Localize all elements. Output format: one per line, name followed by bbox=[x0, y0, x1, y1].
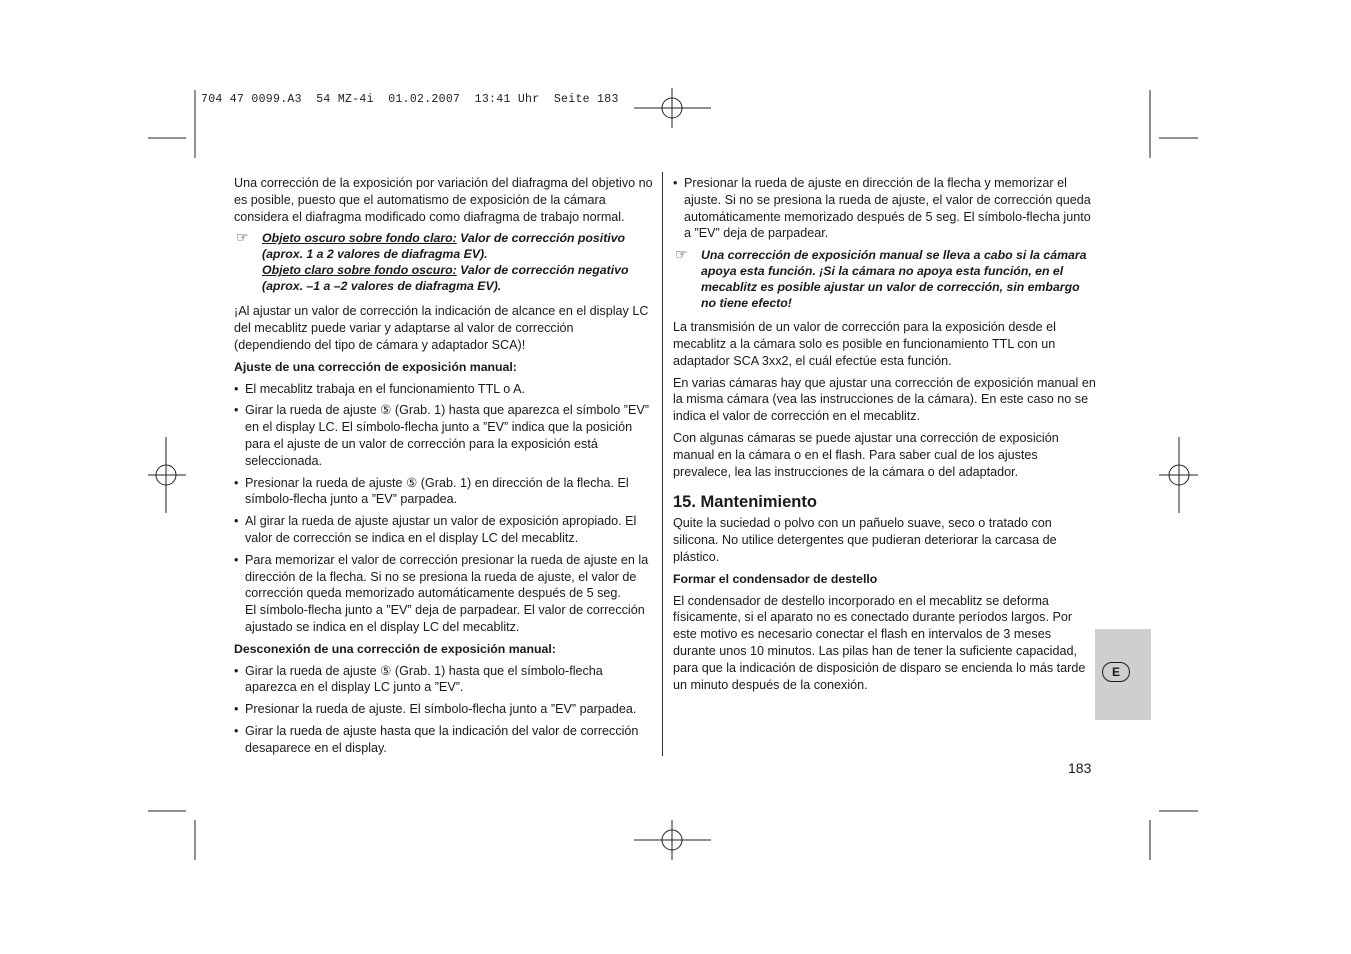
list-item: • El mecablitz trabaja en el funcionamiento TTL o A. bbox=[234, 381, 654, 398]
list-item-text: El símbolo-flecha junto a ”EV” deja de parpadear. El valor de corrección ajustado se indica en el display LC del mecablitz. bbox=[245, 603, 645, 634]
language-badge: E bbox=[1102, 662, 1130, 682]
note-text: Valor de corrección positivo (aprox. 1 a 2 valores de diafragma EV). bbox=[262, 231, 626, 262]
left-column bbox=[234, 175, 654, 762]
paragraph: Una corrección de la exposición por variación del diafragma del objetivo no es posible, puesto que el automatismo de exposición de la cámara considera el diafragma modificado como diafragma de trabajo normal. bbox=[234, 176, 653, 224]
paragraph: ¡Al ajustar un valor de corrección la indicación de alcance en el display LC del mecablitz puede variar y adaptarse al valor de corrección (dependiendo del tipo de cámara y adaptador SCA)! bbox=[234, 304, 649, 352]
pointing-hand-icon: ☞ bbox=[675, 246, 688, 263]
note-text: Una corrección de exposición manual se lleva a cabo si la cámara apoya esta función. ¡Si la cámara no apoya esta función, en el mecablitz es posible ajustar un valor de corrección, sin embargo no tiene efecto! bbox=[701, 248, 1087, 311]
list-item: • Presionar la rueda de ajuste. El símbolo-flecha junto a ”EV” parpadea. bbox=[234, 701, 654, 718]
note-block bbox=[673, 247, 1097, 311]
list-item: • Girar la rueda de ajuste hasta que la indicación del valor de corrección desaparece en el display. bbox=[234, 723, 654, 757]
list-item: • Girar la rueda de ajuste ⑤ (Grab. 1) hasta que aparezca el símbolo ”EV” en el display LC. El símbolo-flecha junto a ”EV” indica que la posición para el ajuste de un valor de corrección para la exposición está seleccionada. bbox=[234, 402, 654, 469]
list-item: • Presionar la rueda de ajuste en dirección de la flecha y memorizar el ajuste. Si no se presiona la rueda de ajuste, el valor de corrección queda automáticamente memorizado después de 5 seg. El símbolo-flecha junto a ”EV” deja de parpadear. bbox=[673, 175, 1097, 242]
section-title: 15. Mantenimiento bbox=[673, 493, 817, 512]
list-item-text: Para memorizar el valor de corrección presionar la rueda de ajuste en la dirección de la flecha. Si no se presiona la rueda de ajuste, el valor de corrección queda memorizado automáticamente después de 5 seg. bbox=[245, 552, 649, 601]
list-item: • Girar la rueda de ajuste ⑤ (Grab. 1) hasta que el símbolo-flecha aparezca en el display LC junto a ”EV”. bbox=[234, 663, 654, 697]
subheading: Formar el condensador de destello bbox=[673, 571, 878, 586]
paragraph: En varias cámaras hay que ajustar una corrección de exposición manual en la misma cámara (vea las instrucciones de la cámara). En este caso no se indica el valor de corrección en el mecablitz. bbox=[673, 375, 1096, 424]
list-item bbox=[234, 552, 654, 636]
paragraph: La transmisión de un valor de corrección para la exposición desde el mecablitz a la cámara solo es posible en funcionamiento TTL con un adaptador SCA 3xx2, el cuál efectúe esta función. bbox=[673, 320, 1056, 368]
paragraph: Quite la suciedad o polvo con un pañuelo suave, seco o tratado con silicona. No utilice detergentes que pudieran deteriorar la carcasa de plástico. bbox=[673, 516, 1057, 564]
note-text: Valor de corrección negativo (aprox. –1 a –2 valores de diafragma EV). bbox=[262, 263, 629, 294]
list-item: • Al girar la rueda de ajuste ajustar un valor de exposición apropiado. El valor de corrección se indica en el display LC del mecablitz. bbox=[234, 513, 654, 547]
pointing-hand-icon: ☞ bbox=[236, 229, 249, 246]
print-header: 704 47 0099.A3 54 MZ-4i 01.02.2007 13:41 Uhr Seite 183 bbox=[201, 93, 619, 106]
paragraph: Con algunas cámaras se puede ajustar una corrección de exposición manual en la cámara o en el flash. Para saber cual de los ajustes prevalece, lea las instrucciones de la cámara o del adaptador. bbox=[673, 430, 1059, 479]
column-divider bbox=[662, 172, 663, 756]
subheading: Ajuste de una corrección de exposición manual: bbox=[234, 359, 517, 374]
note-block bbox=[234, 230, 654, 294]
note-label: Objeto claro sobre fondo oscuro: bbox=[262, 263, 457, 278]
list-item: • Presionar la rueda de ajuste ⑤ (Grab. 1) en dirección de la flecha. El símbolo-flecha junto a ”EV” parpadea. bbox=[234, 475, 654, 509]
paragraph: El condensador de destello incorporado en el mecablitz se deforma físicamente, si el aparato no es conectado durante períodos largos. Por este motivo es necesario conectar el flash en intervalos de 3 meses durante unos 10 minutos. Las pilas han de tener la suficiente capacidad, para que la indicación de disposición de disparo se encienda lo más tarde un minuto después de la conexión. bbox=[673, 593, 1086, 692]
subheading: Desconexión de una corrección de exposición manual: bbox=[234, 641, 556, 656]
page-number: 183 bbox=[1068, 760, 1092, 776]
right-column bbox=[673, 175, 1097, 698]
note-label: Objeto oscuro sobre fondo claro: bbox=[262, 231, 457, 246]
